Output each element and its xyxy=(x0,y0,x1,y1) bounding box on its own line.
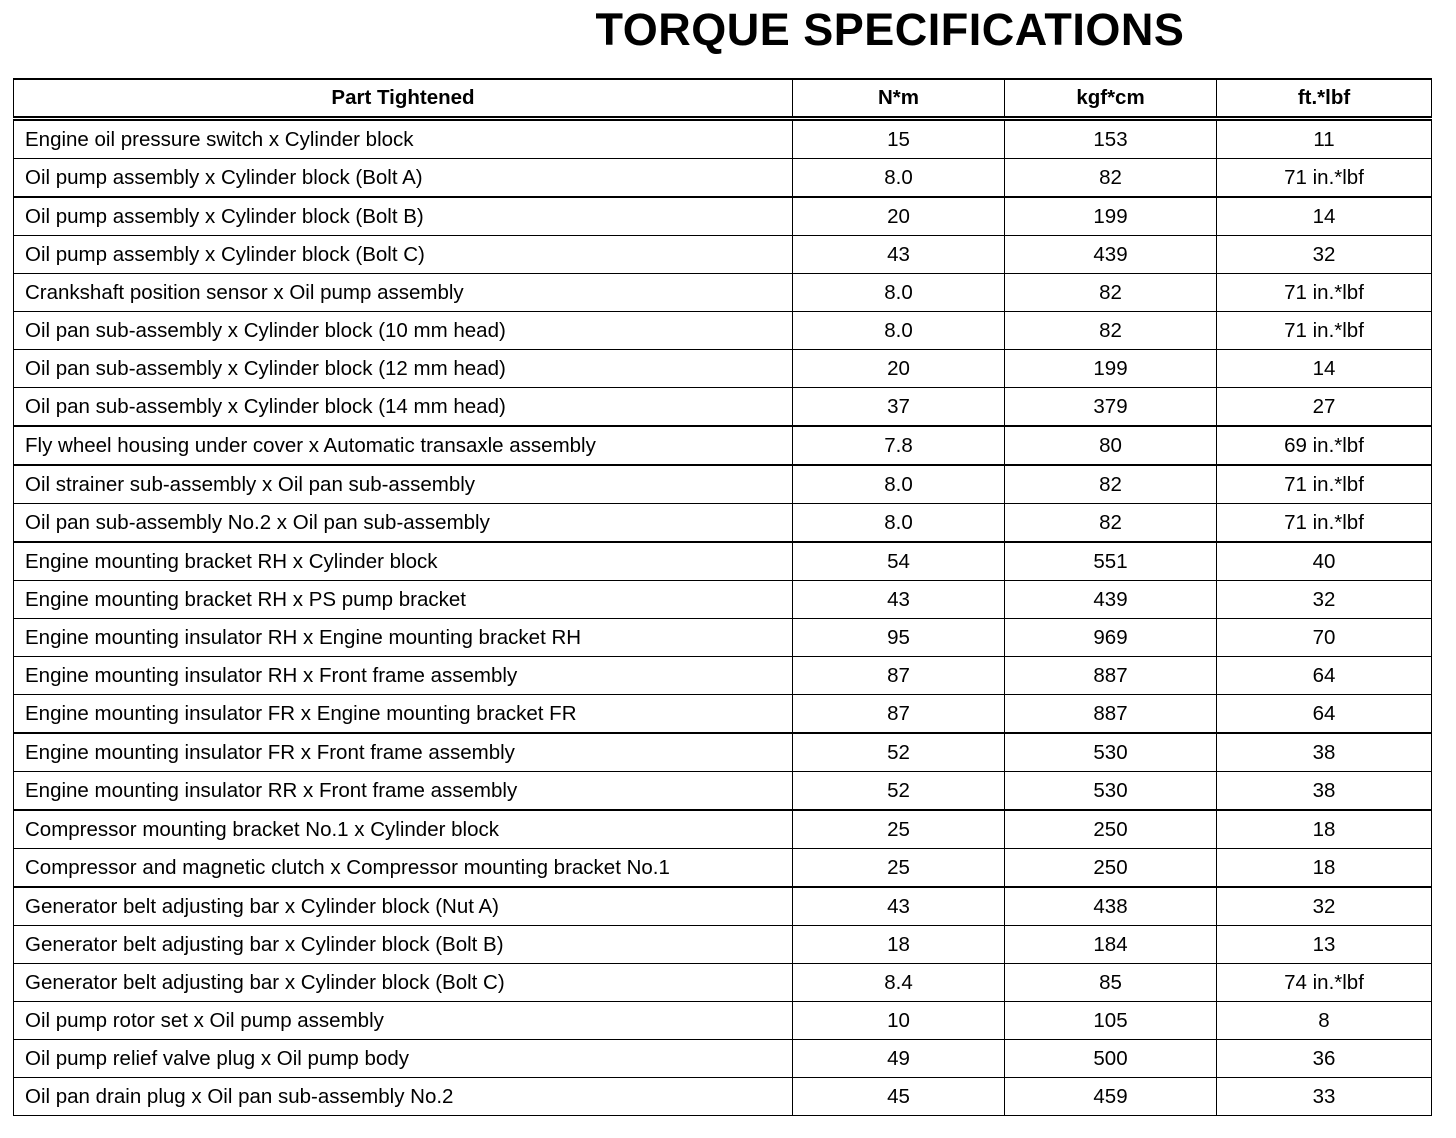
cell-kgfcm: 969 xyxy=(1005,619,1217,657)
cell-nm: 8.0 xyxy=(793,274,1005,312)
cell-nm: 49 xyxy=(793,1040,1005,1078)
table-row xyxy=(14,504,1432,543)
header-kgfcm: kgf*cm xyxy=(1005,79,1217,119)
table-body xyxy=(14,119,1432,1116)
table-row xyxy=(14,274,1432,312)
header-part-tightened: Part Tightened xyxy=(14,79,793,119)
cell-nm: 87 xyxy=(793,657,1005,695)
cell-nm: 10 xyxy=(793,1002,1005,1040)
cell-kgfcm: 439 xyxy=(1005,236,1217,274)
cell-part-tightened: Oil pan sub-assembly x Cylinder block (10 mm head) xyxy=(14,312,793,350)
cell-nm: 18 xyxy=(793,926,1005,964)
cell-part-tightened: Fly wheel housing under cover x Automatic transaxle assembly xyxy=(14,426,793,465)
cell-ftlbf: 71 in.*lbf xyxy=(1217,504,1432,543)
table-row xyxy=(14,236,1432,274)
cell-nm: 43 xyxy=(793,236,1005,274)
cell-part-tightened: Engine mounting bracket RH x Cylinder block xyxy=(14,542,793,581)
table-header-row xyxy=(14,79,1432,119)
cell-part-tightened: Engine mounting bracket RH x PS pump bracket xyxy=(14,581,793,619)
torque-spec-table xyxy=(13,78,1432,1116)
cell-kgfcm: 153 xyxy=(1005,119,1217,159)
cell-ftlbf: 14 xyxy=(1217,197,1432,236)
table-row xyxy=(14,926,1432,964)
cell-part-tightened: Oil pan drain plug x Oil pan sub-assembly No.2 xyxy=(14,1078,793,1116)
cell-part-tightened: Engine mounting insulator RH x Engine mounting bracket RH xyxy=(14,619,793,657)
cell-kgfcm: 530 xyxy=(1005,733,1217,772)
table-row xyxy=(14,1002,1432,1040)
cell-nm: 52 xyxy=(793,772,1005,811)
cell-kgfcm: 459 xyxy=(1005,1078,1217,1116)
cell-nm: 45 xyxy=(793,1078,1005,1116)
cell-kgfcm: 250 xyxy=(1005,849,1217,888)
cell-kgfcm: 250 xyxy=(1005,810,1217,849)
cell-kgfcm: 199 xyxy=(1005,197,1217,236)
cell-kgfcm: 82 xyxy=(1005,504,1217,543)
cell-kgfcm: 82 xyxy=(1005,465,1217,504)
cell-nm: 25 xyxy=(793,810,1005,849)
cell-kgfcm: 184 xyxy=(1005,926,1217,964)
table-row xyxy=(14,657,1432,695)
cell-nm: 43 xyxy=(793,581,1005,619)
cell-part-tightened: Engine oil pressure switch x Cylinder block xyxy=(14,119,793,159)
table-row xyxy=(14,542,1432,581)
table-row xyxy=(14,159,1432,198)
cell-kgfcm: 439 xyxy=(1005,581,1217,619)
cell-nm: 43 xyxy=(793,887,1005,926)
page-title: TORQUE SPECIFICATIONS xyxy=(595,4,1185,55)
cell-kgfcm: 530 xyxy=(1005,772,1217,811)
cell-ftlbf: 69 in.*lbf xyxy=(1217,426,1432,465)
cell-ftlbf: 32 xyxy=(1217,581,1432,619)
table-row xyxy=(14,350,1432,388)
header-nm: N*m xyxy=(793,79,1005,119)
table-row xyxy=(14,964,1432,1002)
cell-part-tightened: Oil pump assembly x Cylinder block (Bolt A) xyxy=(14,159,793,198)
cell-part-tightened: Oil pan sub-assembly No.2 x Oil pan sub-assembly xyxy=(14,504,793,543)
cell-kgfcm: 82 xyxy=(1005,312,1217,350)
cell-ftlbf: 14 xyxy=(1217,350,1432,388)
cell-ftlbf: 71 in.*lbf xyxy=(1217,465,1432,504)
cell-nm: 20 xyxy=(793,197,1005,236)
table-row xyxy=(14,119,1432,159)
cell-ftlbf: 40 xyxy=(1217,542,1432,581)
cell-kgfcm: 379 xyxy=(1005,388,1217,427)
cell-ftlbf: 33 xyxy=(1217,1078,1432,1116)
cell-kgfcm: 199 xyxy=(1005,350,1217,388)
table-row xyxy=(14,849,1432,888)
cell-part-tightened: Engine mounting insulator RH x Front frame assembly xyxy=(14,657,793,695)
cell-kgfcm: 82 xyxy=(1005,274,1217,312)
cell-ftlbf: 8 xyxy=(1217,1002,1432,1040)
cell-ftlbf: 32 xyxy=(1217,236,1432,274)
cell-nm: 25 xyxy=(793,849,1005,888)
cell-ftlbf: 71 in.*lbf xyxy=(1217,274,1432,312)
cell-ftlbf: 36 xyxy=(1217,1040,1432,1078)
cell-nm: 8.0 xyxy=(793,312,1005,350)
cell-ftlbf: 38 xyxy=(1217,733,1432,772)
cell-nm: 52 xyxy=(793,733,1005,772)
cell-ftlbf: 13 xyxy=(1217,926,1432,964)
header-ftlbf: ft.*lbf xyxy=(1217,79,1432,119)
table-row xyxy=(14,772,1432,811)
cell-nm: 7.8 xyxy=(793,426,1005,465)
cell-kgfcm: 82 xyxy=(1005,159,1217,198)
cell-kgfcm: 500 xyxy=(1005,1040,1217,1078)
cell-kgfcm: 80 xyxy=(1005,426,1217,465)
cell-ftlbf: 64 xyxy=(1217,657,1432,695)
cell-ftlbf: 74 in.*lbf xyxy=(1217,964,1432,1002)
cell-nm: 54 xyxy=(793,542,1005,581)
cell-ftlbf: 70 xyxy=(1217,619,1432,657)
cell-part-tightened: Crankshaft position sensor x Oil pump assembly xyxy=(14,274,793,312)
cell-ftlbf: 18 xyxy=(1217,849,1432,888)
cell-part-tightened: Compressor and magnetic clutch x Compressor mounting bracket No.1 xyxy=(14,849,793,888)
cell-ftlbf: 64 xyxy=(1217,695,1432,734)
cell-part-tightened: Oil pump relief valve plug x Oil pump body xyxy=(14,1040,793,1078)
cell-nm: 15 xyxy=(793,119,1005,159)
cell-part-tightened: Oil pump rotor set x Oil pump assembly xyxy=(14,1002,793,1040)
cell-part-tightened: Engine mounting insulator FR x Front frame assembly xyxy=(14,733,793,772)
cell-part-tightened: Engine mounting insulator FR x Engine mounting bracket FR xyxy=(14,695,793,734)
cell-kgfcm: 105 xyxy=(1005,1002,1217,1040)
cell-nm: 8.0 xyxy=(793,159,1005,198)
table-row xyxy=(14,426,1432,465)
cell-nm: 20 xyxy=(793,350,1005,388)
cell-nm: 8.4 xyxy=(793,964,1005,1002)
table-row xyxy=(14,465,1432,504)
cell-part-tightened: Generator belt adjusting bar x Cylinder block (Bolt B) xyxy=(14,926,793,964)
cell-nm: 8.0 xyxy=(793,504,1005,543)
table-row xyxy=(14,619,1432,657)
cell-part-tightened: Oil pump assembly x Cylinder block (Bolt B) xyxy=(14,197,793,236)
cell-kgfcm: 887 xyxy=(1005,657,1217,695)
cell-ftlbf: 27 xyxy=(1217,388,1432,427)
cell-ftlbf: 71 in.*lbf xyxy=(1217,159,1432,198)
table-row xyxy=(14,1078,1432,1116)
table-row xyxy=(14,197,1432,236)
cell-nm: 95 xyxy=(793,619,1005,657)
cell-nm: 8.0 xyxy=(793,465,1005,504)
cell-kgfcm: 438 xyxy=(1005,887,1217,926)
cell-ftlbf: 38 xyxy=(1217,772,1432,811)
cell-part-tightened: Generator belt adjusting bar x Cylinder block (Nut A) xyxy=(14,887,793,926)
cell-part-tightened: Oil pan sub-assembly x Cylinder block (12 mm head) xyxy=(14,350,793,388)
table-row xyxy=(14,887,1432,926)
cell-part-tightened: Engine mounting insulator RR x Front frame assembly xyxy=(14,772,793,811)
cell-kgfcm: 551 xyxy=(1005,542,1217,581)
cell-part-tightened: Compressor mounting bracket No.1 x Cylinder block xyxy=(14,810,793,849)
cell-ftlbf: 18 xyxy=(1217,810,1432,849)
cell-part-tightened: Generator belt adjusting bar x Cylinder block (Bolt C) xyxy=(14,964,793,1002)
cell-nm: 87 xyxy=(793,695,1005,734)
table-row xyxy=(14,810,1432,849)
cell-ftlbf: 71 in.*lbf xyxy=(1217,312,1432,350)
cell-ftlbf: 11 xyxy=(1217,119,1432,159)
cell-part-tightened: Oil pump assembly x Cylinder block (Bolt C) xyxy=(14,236,793,274)
table-row xyxy=(14,695,1432,734)
table-row xyxy=(14,312,1432,350)
cell-nm: 37 xyxy=(793,388,1005,427)
table-row xyxy=(14,733,1432,772)
table-row xyxy=(14,581,1432,619)
table-row xyxy=(14,1040,1432,1078)
cell-kgfcm: 85 xyxy=(1005,964,1217,1002)
cell-part-tightened: Oil strainer sub-assembly x Oil pan sub-assembly xyxy=(14,465,793,504)
cell-ftlbf: 32 xyxy=(1217,887,1432,926)
cell-part-tightened: Oil pan sub-assembly x Cylinder block (14 mm head) xyxy=(14,388,793,427)
table-row xyxy=(14,388,1432,427)
cell-kgfcm: 887 xyxy=(1005,695,1217,734)
